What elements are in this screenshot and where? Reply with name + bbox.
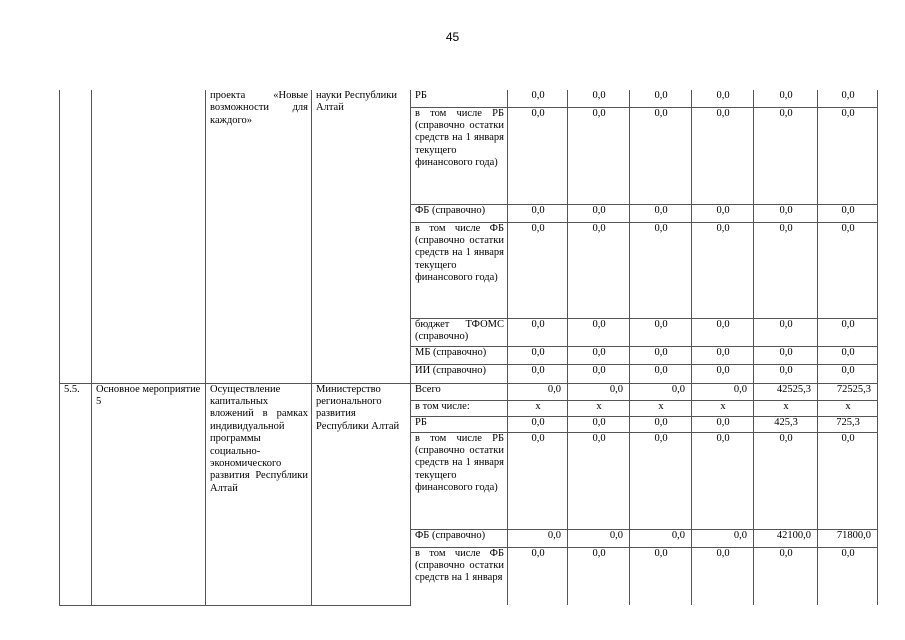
- value-cell: 0,0: [754, 432, 818, 529]
- value-cell: 0,0: [754, 346, 818, 364]
- value-cell: 0,0: [692, 222, 754, 318]
- event-cell: проекта «Новые возможности для каждого»: [206, 90, 312, 383]
- value-cell: 0,0: [568, 222, 630, 318]
- source-cell: РБ: [411, 416, 508, 432]
- value-cell: 0,0: [818, 318, 878, 346]
- value-cell: 0,0: [818, 547, 878, 605]
- value-cell: 425,3: [754, 416, 818, 432]
- value-cell: 0,0: [568, 90, 630, 107]
- value-cell: 0,0: [630, 364, 692, 383]
- source-cell: в том числе ФБ (справочно остатки средств на 1 января текущего финансового года): [411, 222, 508, 318]
- value-cell: х: [630, 400, 692, 416]
- source-cell: ФБ (справочно): [411, 204, 508, 222]
- number-cell: 5.5.: [60, 383, 92, 605]
- value-cell: х: [818, 400, 878, 416]
- source-cell: РБ: [411, 90, 508, 107]
- source-cell: ИИ (справочно): [411, 364, 508, 383]
- value-cell: 0,0: [508, 346, 568, 364]
- value-cell: 0,0: [508, 90, 568, 107]
- value-cell: 0,0: [508, 383, 568, 400]
- value-cell: 0,0: [630, 547, 692, 605]
- value-cell: 0,0: [692, 204, 754, 222]
- value-cell: 0,0: [692, 364, 754, 383]
- source-cell: в том числе ФБ (справочно остатки средств на 1 января: [411, 547, 508, 605]
- budget-table: [59, 90, 878, 606]
- value-cell: 0,0: [568, 318, 630, 346]
- value-cell: 0,0: [754, 90, 818, 107]
- value-cell: 0,0: [630, 318, 692, 346]
- source-cell: МБ (справочно): [411, 346, 508, 364]
- value-cell: 0,0: [630, 529, 692, 547]
- page-number: 45: [445, 30, 460, 44]
- value-cell: 0,0: [818, 204, 878, 222]
- value-cell: 0,0: [508, 547, 568, 605]
- value-cell: 0,0: [818, 90, 878, 107]
- value-cell: х: [568, 400, 630, 416]
- value-cell: 0,0: [630, 204, 692, 222]
- value-cell: 0,0: [692, 416, 754, 432]
- value-cell: 725,3: [818, 416, 878, 432]
- number-cell: [60, 90, 92, 383]
- value-cell: 0,0: [630, 90, 692, 107]
- value-cell: 0,0: [508, 432, 568, 529]
- value-cell: 0,0: [568, 432, 630, 529]
- value-cell: 0,0: [754, 107, 818, 204]
- value-cell: 0,0: [818, 107, 878, 204]
- value-cell: 42100,0: [754, 529, 818, 547]
- value-cell: 0,0: [630, 222, 692, 318]
- value-cell: 0,0: [568, 416, 630, 432]
- value-cell: 0,0: [508, 416, 568, 432]
- value-cell: 0,0: [692, 383, 754, 400]
- value-cell: 0,0: [692, 107, 754, 204]
- table-row: [60, 90, 878, 107]
- value-cell: 0,0: [508, 107, 568, 204]
- value-cell: 0,0: [508, 529, 568, 547]
- value-cell: 0,0: [508, 204, 568, 222]
- value-cell: 72525,3: [818, 383, 878, 400]
- value-cell: 0,0: [818, 432, 878, 529]
- value-cell: 0,0: [568, 383, 630, 400]
- source-cell: ФБ (справочно): [411, 529, 508, 547]
- value-cell: 0,0: [568, 364, 630, 383]
- source-cell: в том числе:: [411, 400, 508, 416]
- value-cell: 0,0: [508, 318, 568, 346]
- value-cell: 0,0: [692, 529, 754, 547]
- value-cell: 0,0: [754, 204, 818, 222]
- source-cell: в том числе РБ (справочно остатки средств на 1 января текущего финансового года): [411, 107, 508, 204]
- value-cell: 0,0: [754, 222, 818, 318]
- event-cell: Осуществление капитальных вложений в рамках индивидуальной программы социально-экономического развития Республики Алтай: [206, 383, 312, 605]
- name-cell: Основное мероприятие 5: [92, 383, 206, 605]
- table-row: [60, 383, 878, 400]
- value-cell: 0,0: [754, 364, 818, 383]
- value-cell: 0,0: [508, 222, 568, 318]
- value-cell: 0,0: [568, 346, 630, 364]
- value-cell: 0,0: [818, 364, 878, 383]
- executor-cell: Министерство регионального развития Республики Алтай: [312, 383, 411, 605]
- value-cell: 0,0: [692, 346, 754, 364]
- source-cell: бюджет ТФОМС (справочно): [411, 318, 508, 346]
- value-cell: 0,0: [568, 547, 630, 605]
- value-cell: 71800,0: [818, 529, 878, 547]
- value-cell: 0,0: [508, 364, 568, 383]
- value-cell: 0,0: [630, 432, 692, 529]
- executor-cell: науки Республики Алтай: [312, 90, 411, 383]
- source-cell: в том числе РБ (справочно остатки средств на 1 января текущего финансового года): [411, 432, 508, 529]
- value-cell: 0,0: [754, 318, 818, 346]
- value-cell: 0,0: [630, 383, 692, 400]
- name-cell: [92, 90, 206, 383]
- value-cell: 0,0: [568, 204, 630, 222]
- value-cell: 0,0: [692, 547, 754, 605]
- value-cell: 0,0: [692, 90, 754, 107]
- value-cell: х: [508, 400, 568, 416]
- value-cell: х: [754, 400, 818, 416]
- value-cell: 42525,3: [754, 383, 818, 400]
- value-cell: 0,0: [568, 529, 630, 547]
- value-cell: 0,0: [818, 346, 878, 364]
- source-cell: Всего: [411, 383, 508, 400]
- value-cell: 0,0: [754, 547, 818, 605]
- value-cell: 0,0: [630, 107, 692, 204]
- value-cell: 0,0: [630, 416, 692, 432]
- value-cell: 0,0: [568, 107, 630, 204]
- value-cell: х: [692, 400, 754, 416]
- value-cell: 0,0: [630, 346, 692, 364]
- value-cell: 0,0: [692, 318, 754, 346]
- value-cell: 0,0: [818, 222, 878, 318]
- value-cell: 0,0: [692, 432, 754, 529]
